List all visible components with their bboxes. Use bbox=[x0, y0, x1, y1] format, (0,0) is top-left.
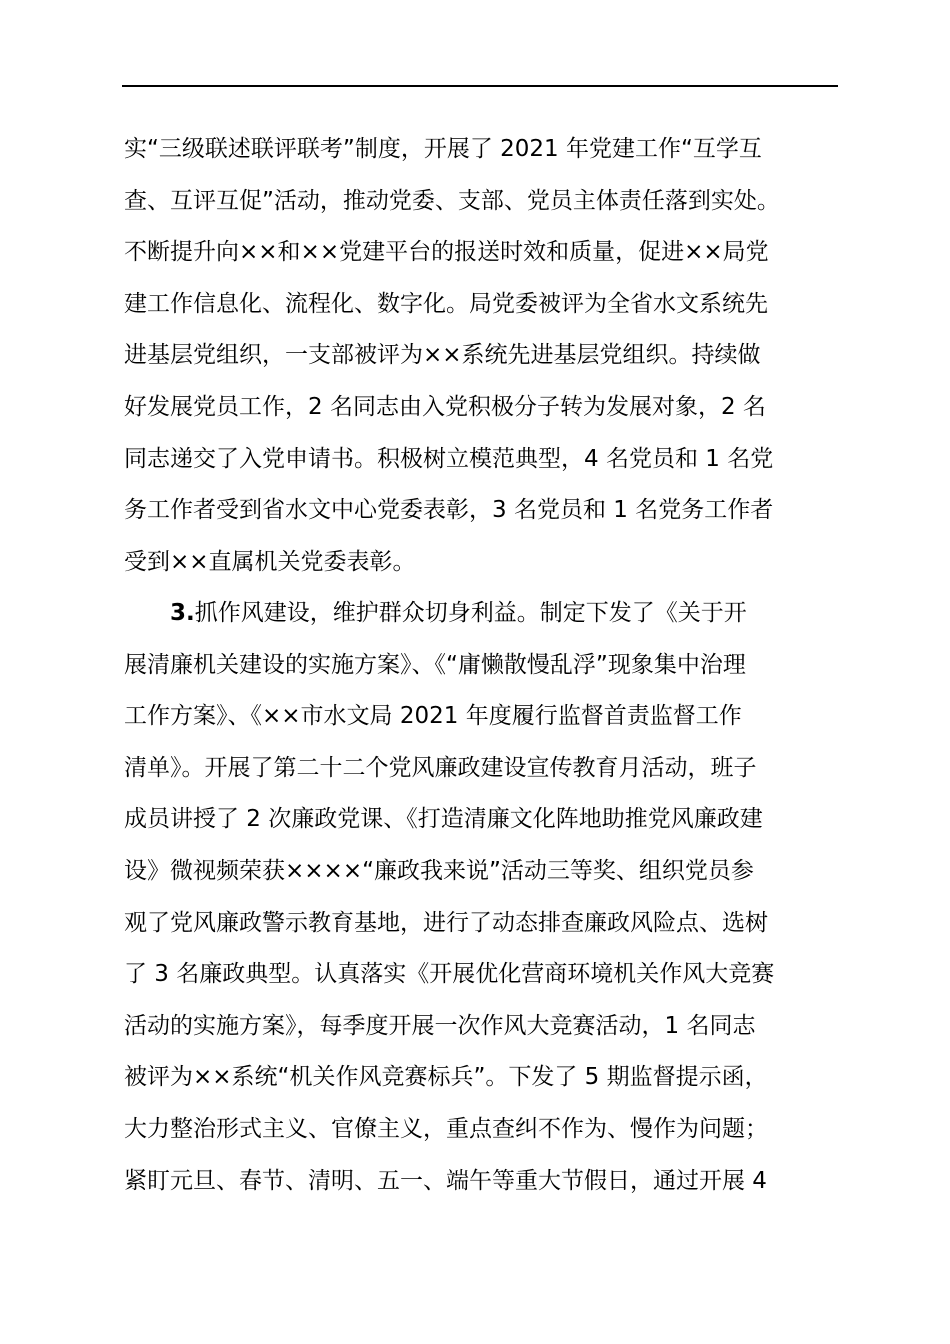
text-line: 同志递交了入党申请书。积极树立模范典型，4 名党员和 1 名党 bbox=[124, 445, 774, 472]
text-line: 展清廉机关建设的实施方案》、《“庸懒散慢乱浮”现象集中治理 bbox=[124, 651, 746, 678]
text-line: 工作方案》、《××市水文局 2021 年度履行监督首责监督工作 bbox=[124, 703, 742, 730]
text-line: 清单》。开展了第二十二个党风廉政建设宣传教育月活动，班子 bbox=[124, 754, 757, 781]
text-line: 实“三级联述联评联考”制度，开展了 2021 年党建工作“互学互 bbox=[124, 136, 762, 162]
text-line: 设》微视频荣获××××“廉政我来说”活动三等奖、组织党员参 bbox=[124, 857, 754, 884]
section-heading-text: 抓作风建设，维护群众切身利益。制定下发了《关于开 bbox=[194, 600, 747, 626]
paragraph-2 bbox=[124, 588, 842, 1207]
text-line: 观了党风廉政警示教育基地，进行了动态排查廉政风险点、选树 bbox=[124, 909, 768, 936]
text-line: 受到××直属机关党委表彰。 bbox=[124, 548, 416, 575]
text-line: 进基层党组织，一支部被评为××系统先进基层党组织。持续做 bbox=[124, 342, 761, 369]
text-line: 务工作者受到省水文中心党委表彰，3 名党员和 1 名党务工作者 bbox=[124, 497, 774, 524]
text-line: 活动的实施方案》，每季度开展一次作风大竞赛活动，1 名同志 bbox=[124, 1012, 756, 1039]
paragraph-2-first-line bbox=[124, 588, 842, 640]
header-rule bbox=[122, 85, 838, 87]
section-number: 3. bbox=[170, 600, 195, 626]
text-line: 查、互评互促”活动，推动党委、支部、党员主体责任落到实处。 bbox=[124, 187, 780, 214]
text-line: 成员讲授了 2 次廉政党课、《打造清廉文化阵地助推党风廉政建 bbox=[124, 806, 763, 833]
text-line: 了 3 名廉政典型。认真落实《开展优化营商环境机关作风大竞赛 bbox=[124, 961, 775, 988]
text-line: 紧盯元旦、春节、清明、五一、端午等重大节假日，通过开展 4 bbox=[124, 1167, 767, 1194]
text-line: 好发展党员工作，2 名同志由入党积极分子转为发展对象，2 名 bbox=[124, 393, 766, 420]
text-line: 被评为××系统“机关作风竞赛标兵”。下发了 5 期监督提示函， bbox=[124, 1064, 768, 1091]
paragraph-1 bbox=[124, 124, 842, 588]
text-line: 建工作信息化、流程化、数字化。局党委被评为全省水文系统先 bbox=[124, 290, 768, 317]
text-line: 不断提升向××和××党建平台的报送时效和质量，促进××局党 bbox=[124, 239, 769, 266]
text-line: 大力整治形式主义、官僚主义，重点查纠不作为、慢作为问题； bbox=[124, 1115, 768, 1142]
